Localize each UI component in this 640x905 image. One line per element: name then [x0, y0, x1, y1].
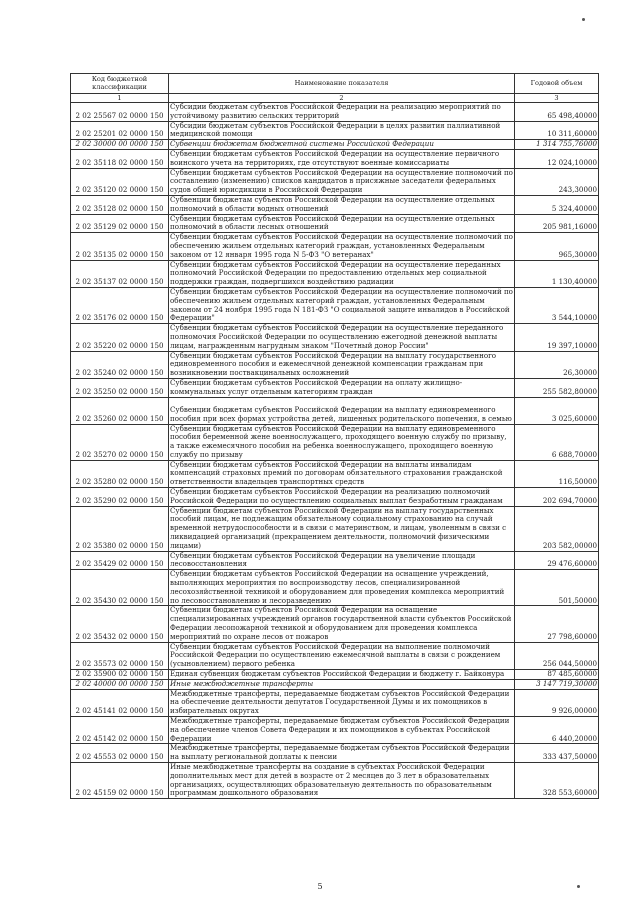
row-code: 2 02 35118 02 0000 150: [71, 149, 169, 168]
table-row: [71, 214, 599, 233]
row-code: 2 02 35120 02 0000 150: [71, 168, 169, 195]
row-amount: 1 314 755,76000: [515, 140, 599, 150]
row-name: Иные межбюджетные трансферты на создание в субъектах Российской Федерации дополнительных мест для детей в возрасте от 2 месяцев до 3 лет в образовательных организациях, осуществляющих образовательную деятельность по образовательным программам дошкольного образования: [169, 762, 515, 798]
table-row: [71, 679, 599, 689]
row-name: Субвенции бюджетам субъектов Российской Федерации на осуществление полномочий по составлению (изменению) списков кандидатов в присяжные заседатели федеральных судов общей юрисдикции в Российской Федерации: [170, 168, 513, 195]
row-code: 2 02 25567 02 0000 150: [71, 103, 169, 122]
table-row: [71, 689, 599, 716]
row-amount: 6 440,20000: [515, 717, 599, 744]
budget-table: [70, 73, 599, 799]
row-amount: 27 798,60000: [515, 606, 599, 642]
row-code: 2 02 35135 02 0000 150: [71, 233, 169, 260]
row-name: Субвенции бюджетам бюджетной системы Российской Федерации: [169, 140, 515, 150]
table-row: [71, 149, 599, 168]
row-name: Иные межбюджетные трансферты: [169, 679, 515, 689]
row-amount: 3 147 719,30000: [515, 679, 599, 689]
row-name: Межбюджетные трансферты, передаваемые бюджетам субъектов Российской Федерации на обеспечение членов Совета Федерации и их помощников в субъектах Российской Федерации: [169, 717, 515, 744]
row-code: 2 02 35220 02 0000 150: [71, 324, 169, 351]
row-name: Субвенции бюджетам субъектов Российской Федерации на выплату государственных пособий лицам, не подлежащим обязательному социальному страхованию на случай временной нетрудоспособности и в связи с материнством, и лицам, уволенным в связи с ликвидацией организаций (прекращением деятельности, полномочий физическими лицами): [169, 506, 515, 551]
table-row: [71, 670, 599, 680]
row-code: 2 02 35240 02 0000 150: [71, 351, 169, 378]
table-row: [71, 570, 599, 606]
row-name: Субвенции бюджетам субъектов Российской Федерации на выплаты инвалидам компенсаций страховых премий по договорам обязательного страхования гражданской ответственности владельцев транспортных средств: [169, 460, 515, 487]
row-name: Субсидии бюджетам субъектов Российской Федерации на реализацию мероприятий по устойчивому развитию сельских территорий: [169, 103, 515, 122]
table-row: [71, 424, 599, 460]
table-row: [71, 324, 599, 351]
row-code: 2 02 45159 02 0000 150: [71, 762, 169, 798]
row-amount: 65 498,40000: [515, 103, 599, 122]
column-number-3: 3: [515, 94, 599, 103]
row-amount: 6 688,70000: [515, 424, 599, 460]
row-amount: 3 544,10000: [515, 287, 599, 323]
row-name: Субвенции бюджетам субъектов Российской Федерации на осуществление полномочий по обеспечению жильем отдельных категорий граждан, установленных Федеральным законом от 24 ноября 1995 года N 181-ФЗ "О социальной защите инвалидов в Российской Федерации": [170, 287, 513, 323]
row-amount: 19 397,10000: [515, 324, 599, 351]
row-amount: 255 582,80000: [515, 378, 599, 397]
table-row: [71, 762, 599, 798]
page-number: 5: [317, 882, 323, 891]
row-code: 2 02 30000 00 0000 150: [71, 140, 169, 150]
table-row: [71, 287, 599, 323]
header-name: Наименование показателя: [169, 74, 515, 94]
row-name: Межбюджетные трансферты, передаваемые бюджетам субъектов Российской Федерации на выплату региональной доплаты к пенсии: [169, 744, 515, 763]
row-name: Единая субвенция бюджетам субъектов Российской Федерации и бюджету г. Байконура: [169, 670, 515, 680]
table-header-row: [71, 74, 599, 94]
row-code: 2 02 35290 02 0000 150: [71, 488, 169, 507]
row-name: Субвенции бюджетам субъектов Российской Федерации на выполнение полномочий Российской Федерации по осуществлению ежемесячной выплаты в связи с рождением (усыновлением) первого ребенка: [169, 642, 515, 669]
table-row: [71, 717, 599, 744]
table-row: [71, 121, 599, 140]
column-number-row: [71, 94, 599, 103]
row-amount: 333 437,50000: [515, 744, 599, 763]
row-amount: 87 485,60000: [515, 670, 599, 680]
row-name: Субвенции бюджетам субъектов Российской Федерации на увеличение площади лесовосстановления: [169, 551, 515, 570]
row-amount: 256 044,50000: [515, 642, 599, 669]
table-row: [71, 140, 599, 150]
row-amount: 1 130,40000: [515, 260, 599, 287]
row-code: 2 02 35430 02 0000 150: [71, 570, 169, 606]
row-code: 2 02 35900 02 0000 150: [71, 670, 169, 680]
table-row: [71, 488, 599, 507]
row-name: Субвенции бюджетам субъектов Российской Федерации на выплату государственного единовременного пособия и ежемесячной денежной компенсации гражданам при возникновении поствакцинальных осложнений: [169, 351, 515, 378]
row-amount: 965,30000: [515, 233, 599, 260]
table-row: [71, 551, 599, 570]
row-code: 2 02 25201 02 0000 150: [71, 121, 169, 140]
column-number-1: 1: [71, 94, 169, 103]
row-name: Субвенции бюджетам субъектов Российской Федерации на оснащение учреждений, выполняющих мероприятия по воспроизводству лесов, специализированной лесохозяйственной техникой и оборудованием для проведения комплекса мероприятий по лесовосстановлению и лесоразведению: [169, 570, 515, 606]
row-name: Субвенции бюджетам субъектов Российской Федерации на осуществление переданных полномочий Российской Федерации по предоставлению отдельных мер социальной поддержки граждан, подвергшихся воздействию радиации: [169, 260, 515, 287]
row-amount: 5 324,40000: [515, 195, 599, 214]
row-code: 2 02 35573 02 0000 150: [71, 642, 169, 669]
row-code: 2 02 35260 02 0000 150: [71, 397, 169, 424]
row-amount: 9 926,00000: [515, 689, 599, 716]
row-name: Субвенции бюджетам субъектов Российской Федерации на оснащение специализированных учреждений органов государственной власти субъектов Российской Федерации лесопожарной техникой и оборудованием для проведения комплекса мероприятий по охране лесов от пожаров: [169, 606, 515, 642]
row-code: 2 02 35128 02 0000 150: [71, 195, 169, 214]
row-code: 2 02 35380 02 0000 150: [71, 506, 169, 551]
row-code: 2 02 45142 02 0000 150: [71, 717, 169, 744]
row-code: 2 02 35432 02 0000 150: [71, 606, 169, 642]
row-amount: 243,30000: [515, 168, 599, 195]
row-amount: 328 553,60000: [515, 762, 599, 798]
row-name: Субвенции бюджетам субъектов Российской Федерации на осуществление переданного полномочия Российской Федерации по осуществлению ежегодной денежной выплаты лицам, награжденным нагрудным знаком "Почетный донор России": [169, 324, 515, 351]
punch-hole-top: [582, 18, 585, 21]
table-row: [71, 195, 599, 214]
row-amount: 29 476,60000: [515, 551, 599, 570]
row-name: Субвенции бюджетам субъектов Российской Федерации на осуществление полномочий по обеспечению жильем отдельных категорий граждан, установленных Федеральным законом от 12 января 1995 года N 5-ФЗ "О ветеранах": [170, 232, 513, 259]
row-code: 2 02 45553 02 0000 150: [71, 744, 169, 763]
table-row: [71, 744, 599, 763]
row-name: Субвенции бюджетам субъектов Российской Федерации на оплату жилищно-коммунальных услуг отдельным категориям граждан: [169, 378, 515, 397]
row-name: Субвенции бюджетам субъектов Российской Федерации на осуществление отдельных полномочий в области лесных отношений: [169, 214, 515, 233]
table-row: [71, 506, 599, 551]
row-amount: 205 981,16000: [515, 214, 599, 233]
row-amount: 12 024,10000: [515, 149, 599, 168]
row-name: Межбюджетные трансферты, передаваемые бюджетам субъектов Российской Федерации на обеспечение деятельности депутатов Государственной Думы и их помощников в избирательных округах: [169, 689, 515, 716]
row-code: 2 02 35176 02 0000 150: [71, 287, 169, 323]
row-code: 2 02 35429 02 0000 150: [71, 551, 169, 570]
table-row: [71, 460, 599, 487]
column-number-2: 2: [169, 94, 515, 103]
table-row: [71, 642, 599, 669]
table-row: [71, 260, 599, 287]
table-row: [71, 233, 599, 260]
table-row: [71, 397, 599, 424]
table-row: [71, 606, 599, 642]
row-code: 2 02 35250 02 0000 150: [71, 378, 169, 397]
header-amount: Годовой объем: [515, 74, 599, 94]
table-row: [71, 103, 599, 122]
header-code: Код бюджетной классификации: [71, 74, 169, 94]
row-amount: 116,50000: [515, 460, 599, 487]
row-name: Субвенции бюджетам субъектов Российской Федерации на осуществление первичного воинского учета на территориях, где отсутствуют военные комиссариаты: [169, 149, 515, 168]
row-amount: 26,30000: [515, 351, 599, 378]
row-amount: 203 582,00000: [515, 506, 599, 551]
row-code: 2 02 45141 02 0000 150: [71, 689, 169, 716]
row-code: 2 02 35280 02 0000 150: [71, 460, 169, 487]
table-row: [71, 351, 599, 378]
row-code: 2 02 40000 00 0000 150: [71, 679, 169, 689]
row-code: 2 02 35129 02 0000 150: [71, 214, 169, 233]
table-row: [71, 168, 599, 195]
row-code: 2 02 35270 02 0000 150: [71, 424, 169, 460]
row-name: Субвенции бюджетам субъектов Российской Федерации на реализацию полномочий Российской Федерации по осуществлению социальных выплат безработным гражданам: [169, 488, 515, 507]
row-amount: 202 694,70000: [515, 488, 599, 507]
row-amount: 3 025,60000: [515, 397, 599, 424]
row-amount: 501,50000: [515, 570, 599, 606]
table-body: [71, 74, 599, 799]
row-name: Субвенции бюджетам субъектов Российской Федерации на выплату единовременного пособия при всех формах устройства детей, лишенных родительского попечения, в семью: [169, 397, 515, 424]
row-code: 2 02 35137 02 0000 150: [71, 260, 169, 287]
row-name: Субвенции бюджетам субъектов Российской Федерации на осуществление отдельных полномочий в области водных отношений: [169, 195, 515, 214]
row-name: Субсидии бюджетам субъектов Российской Федерации в целях развития паллиативной медицинской помощи: [169, 121, 515, 140]
table-row: [71, 378, 599, 397]
row-amount: 10 311,60000: [515, 121, 599, 140]
row-name: Субвенции бюджетам субъектов Российской Федерации на выплату единовременного пособия беременной жене военнослужащего, проходящего военную службу по призыву, а также ежемесячного пособия на ребенка военнослужащего, проходящего военную службу по призыву: [169, 424, 515, 460]
